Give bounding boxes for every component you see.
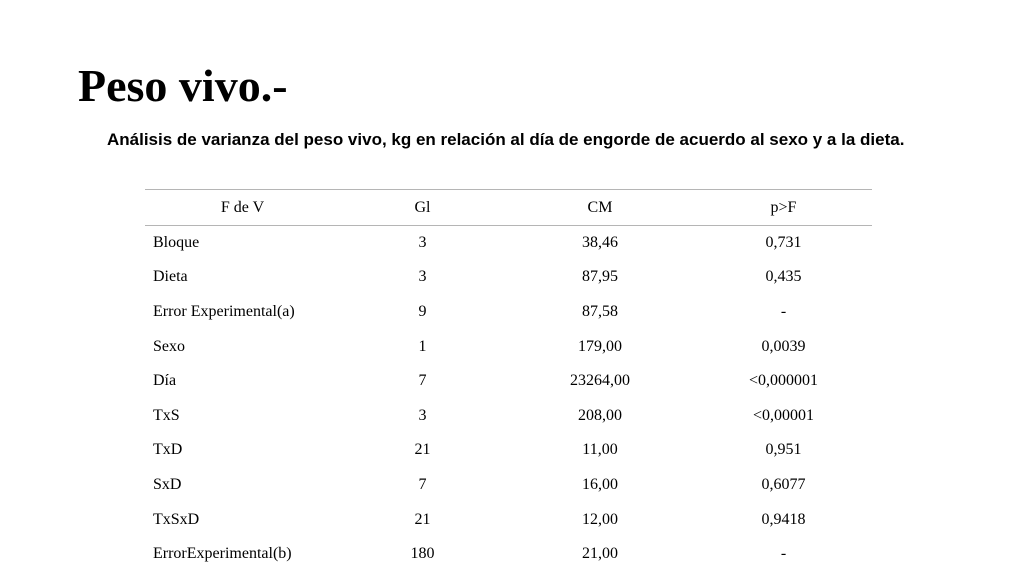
table-row [145, 295, 872, 330]
cell-gl: 9 [418, 302, 427, 320]
header-pf: p>F [695, 190, 872, 226]
cell-fdev: ErrorExperimental(b) [153, 545, 292, 563]
cell-pf: 0,6077 [761, 475, 806, 493]
cell-cm: 179,00 [578, 337, 622, 355]
cell-gl: 3 [418, 406, 427, 424]
cell-pf: - [780, 302, 787, 320]
slide-title: Peso vivo.- [78, 60, 288, 111]
table-row [145, 502, 872, 537]
cell-pf: - [780, 545, 787, 563]
cell-gl: 21 [414, 441, 431, 459]
cell-fdev: Sexo [153, 337, 185, 355]
cell-cm: 87,95 [582, 268, 618, 286]
cell-cm: 11,00 [582, 441, 618, 459]
cell-gl: 1 [418, 337, 427, 355]
table-row [145, 398, 872, 433]
cell-pf: 0,951 [765, 441, 802, 459]
table-row [145, 468, 872, 503]
cell-cm: 16,00 [582, 475, 618, 493]
cell-cm: 208,00 [578, 406, 622, 424]
cell-fdev: Dieta [153, 268, 188, 286]
cell-cm: 87,58 [582, 302, 618, 320]
cell-gl: 3 [418, 268, 427, 286]
table-row [145, 364, 872, 399]
cell-gl: 7 [418, 475, 427, 493]
cell-fdev: Error Experimental(a) [153, 302, 295, 320]
cell-gl: 180 [410, 545, 435, 563]
cell-fdev: TxS [153, 406, 180, 424]
anova-table [145, 189, 872, 571]
cell-pf: 0,435 [765, 268, 802, 286]
table-caption: Análisis de varianza del peso vivo, kg en relación al día de engorde de acuerdo al sexo y a la dieta. [107, 130, 905, 149]
table-row [145, 433, 872, 468]
cell-cm: 12,00 [582, 510, 618, 528]
cell-gl: 3 [418, 234, 427, 252]
cell-pf: 0,731 [765, 234, 802, 252]
cell-pf: <0,000001 [748, 372, 819, 390]
table-row [145, 260, 872, 295]
table-row [145, 329, 872, 364]
cell-fdev: TxSxD [153, 510, 200, 528]
cell-fdev: Día [153, 372, 177, 390]
cell-cm: 23264,00 [570, 372, 630, 390]
cell-gl: 21 [414, 510, 431, 528]
anova-table-container [145, 189, 872, 571]
header-gl: Gl [340, 190, 505, 226]
cell-pf: <0,00001 [752, 406, 815, 424]
header-fdev: F de V [145, 190, 340, 226]
cell-fdev: Bloque [153, 234, 200, 252]
cell-fdev: SxD [153, 475, 182, 493]
table-row [145, 226, 872, 261]
cell-cm: 21,00 [582, 545, 618, 563]
cell-pf: 0,0039 [761, 337, 806, 355]
table-row [145, 537, 872, 572]
header-cm: CM [505, 190, 695, 226]
table-header [145, 190, 872, 226]
cell-gl: 7 [418, 372, 427, 390]
cell-fdev: TxD [153, 441, 183, 459]
header-row [145, 190, 872, 226]
table-body [145, 226, 872, 572]
cell-cm: 38,46 [582, 234, 618, 252]
cell-pf: 0,9418 [761, 510, 806, 528]
